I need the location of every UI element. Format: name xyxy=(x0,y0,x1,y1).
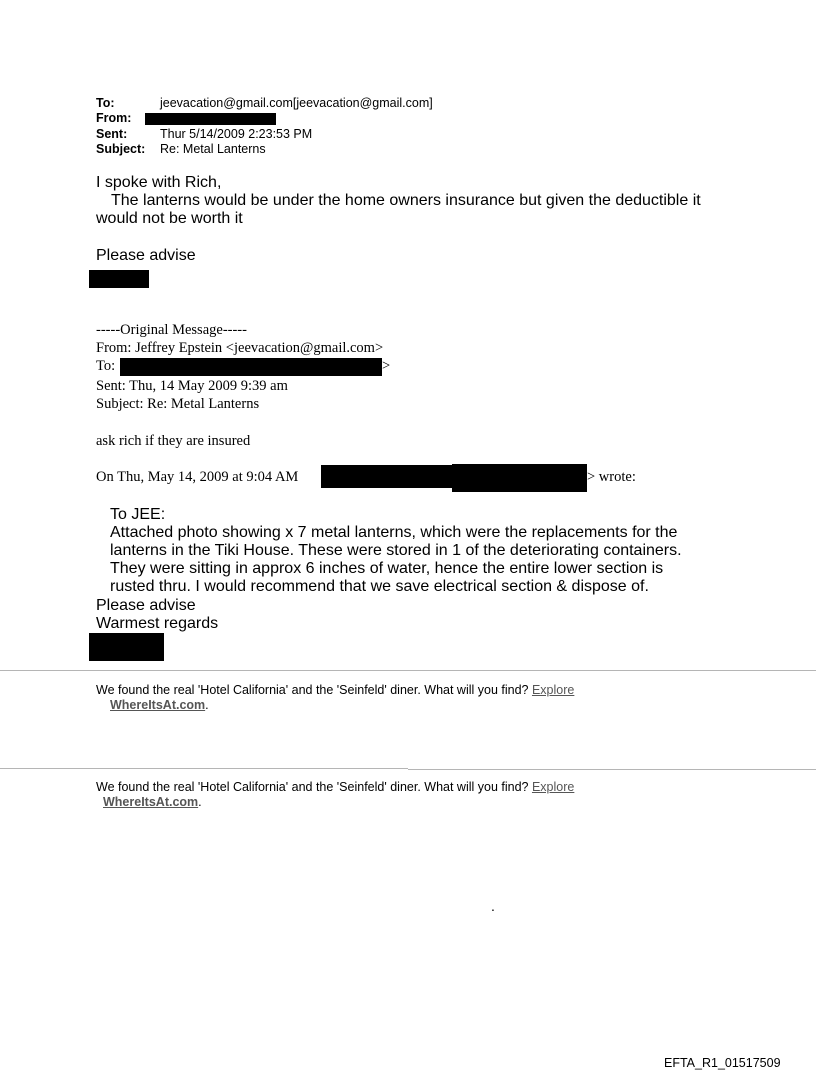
sent-label: Sent: xyxy=(96,127,128,141)
from-label: From: xyxy=(96,111,132,125)
ad-text: We found the real 'Hotel California' and the 'Seinfeld' diner. What will you find? xyxy=(96,780,529,794)
whereitsat-link[interactable]: WhereItsAt.com xyxy=(110,698,206,712)
original-divider: -----Original Message----- xyxy=(96,322,247,338)
wrote-suffix: > wrote: xyxy=(587,469,636,485)
divider-line xyxy=(0,768,408,769)
quoted-line: rusted thru. I would recommend that we save electrical section & dispose of. xyxy=(110,578,649,595)
whereitsat-link[interactable]: WhereItsAt.com xyxy=(103,795,199,809)
sent-value: Thur 5/14/2009 2:23:53 PM xyxy=(160,127,313,141)
subject-value: Re: Metal Lanterns xyxy=(160,142,266,156)
redaction-sender-email xyxy=(452,464,587,492)
stray-dot: . xyxy=(491,898,495,914)
explore-link[interactable]: Explore xyxy=(531,683,575,697)
subject-label: Subject: xyxy=(96,142,146,156)
ad-site-row xyxy=(110,697,209,713)
explore-link[interactable]: Explore xyxy=(531,780,575,794)
redaction-to xyxy=(120,358,382,376)
wrote-prefix: On Thu, May 14, 2009 at 9:04 AM xyxy=(96,469,299,485)
original-from: From: Jeffrey Epstein <jeevacation@gmail.com> xyxy=(96,340,384,356)
redaction-signature xyxy=(89,270,149,288)
ad-period: . xyxy=(205,698,209,712)
ad-text: We found the real 'Hotel California' and the 'Seinfeld' diner. What will you find? xyxy=(96,683,529,697)
redaction-from xyxy=(145,113,276,125)
quoted-line: They were sitting in approx 6 inches of water, hence the entire lower section is xyxy=(110,560,664,577)
to-value: jeevacation@gmail.com[jeevacation@gmail.com] xyxy=(160,96,433,110)
divider-line xyxy=(408,769,816,770)
quoted-line: lanterns in the Tiki House. These were stored in 1 of the deteriorating containers. xyxy=(110,542,682,559)
ad-block xyxy=(96,779,574,795)
redaction-quoted-signature xyxy=(89,633,164,661)
original-subject: Subject: Re: Metal Lanterns xyxy=(96,396,260,412)
reply-line: The lanterns would be under the home owners insurance but given the deductible it xyxy=(111,192,701,209)
reply-line: I spoke with Rich, xyxy=(96,174,222,191)
original-sent: Sent: Thu, 14 May 2009 9:39 am xyxy=(96,378,288,394)
reply-line: would not be worth it xyxy=(96,210,243,227)
quoted-advise: Please advise xyxy=(96,597,196,614)
original-to-label: To: xyxy=(96,358,116,374)
quoted-regards: Warmest regards xyxy=(96,615,219,632)
original-message-text: ask rich if they are insured xyxy=(96,433,251,449)
document-id: EFTA_R1_01517509 xyxy=(664,1056,781,1070)
ad-period: . xyxy=(198,795,202,809)
ad-site-row xyxy=(103,794,202,810)
original-to-suffix: > xyxy=(382,358,391,374)
to-label: To: xyxy=(96,96,115,110)
quoted-greeting: To JEE: xyxy=(110,506,166,523)
divider-line xyxy=(0,670,816,671)
redaction-sender-name xyxy=(321,465,452,488)
reply-advise: Please advise xyxy=(96,247,196,264)
quoted-line: Attached photo showing x 7 metal lanterns, which were the replacements for the xyxy=(110,524,678,541)
ad-block xyxy=(96,682,574,698)
